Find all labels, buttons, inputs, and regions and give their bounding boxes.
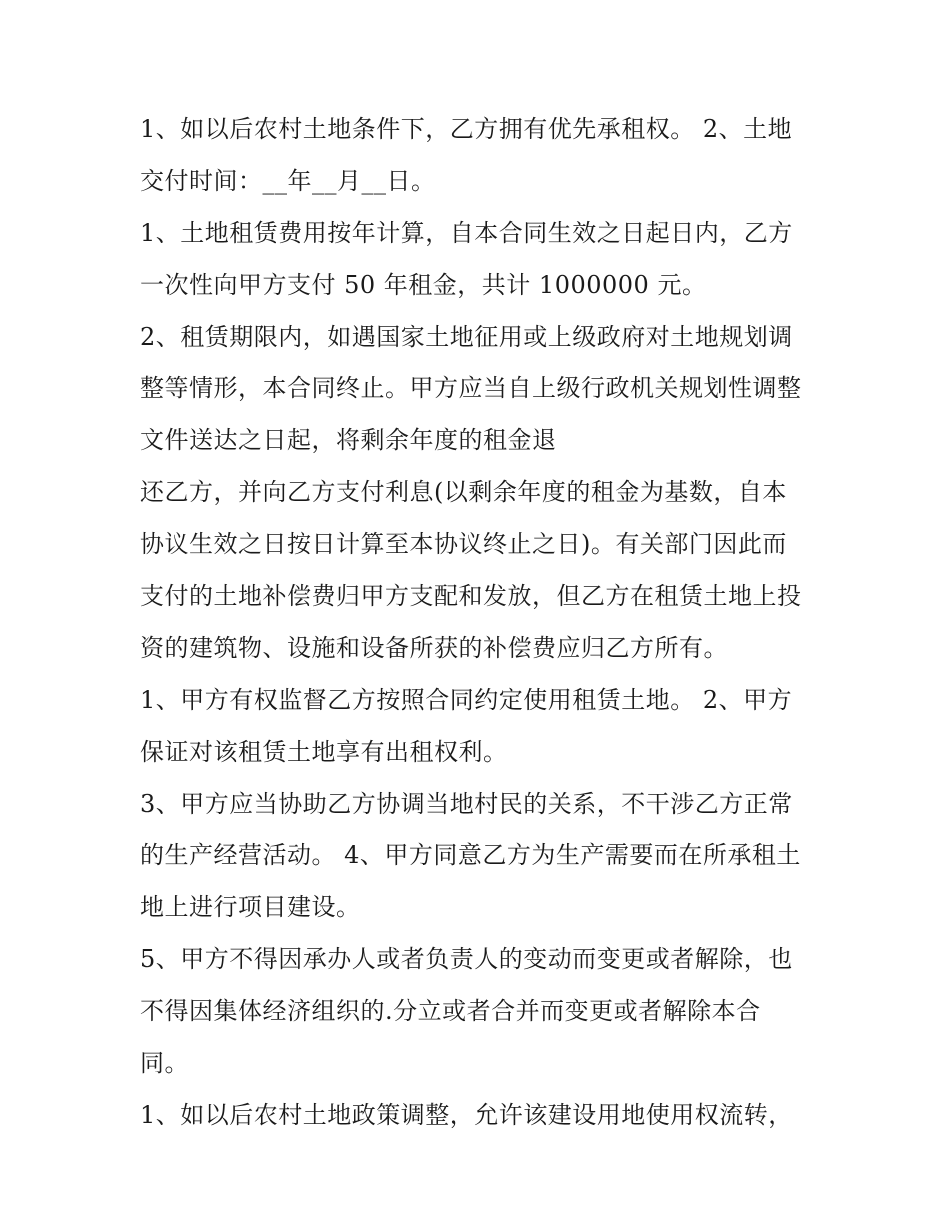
text-line: 1、土地租赁费用按年计算，自本合同生效之日起日内，乙方: [140, 218, 793, 247]
text-line: 一次性向甲方支付 50 年租金，共计 1000000 元。: [140, 270, 707, 299]
text-line: 1、甲方有权监督乙方按照合同约定使用租赁土地。 2、甲方: [140, 685, 793, 714]
text-line: 还乙方，并向乙方支付利息(以剩余年度的租金为基数，自本: [140, 478, 787, 507]
text-line: 支付的土地补偿费归甲方支配和发放，但乙方在租赁土地上投: [140, 582, 802, 611]
text-line: 同。: [140, 1049, 189, 1078]
text-line: 5、甲方不得因承办人或者负责人的变动而变更或者解除，也: [140, 945, 793, 974]
text-line: 保证对该租赁土地享有出租权利。: [140, 737, 508, 766]
text-line: 1、如以后农村土地政策调整，允许该建设用地使用权流转，: [140, 1100, 793, 1129]
text-line: 资的建筑物、设施和设备所获的补偿费应归乙方所有。: [140, 633, 728, 662]
text-line: 整等情形，本合同终止。甲方应当自上级行政机关规划性调整: [140, 374, 802, 403]
text-line: 交付时间：__年__月__日。: [140, 166, 436, 195]
contract-text: [140, 104, 830, 1142]
text-line: 协议生效之日按日计算至本协议终止之日)。有关部门因此而: [140, 530, 787, 559]
text-line: 2、租赁期限内，如遇国家土地征用或上级政府对土地规划调: [140, 322, 793, 351]
text-line: 地上进行项目建设。: [140, 893, 361, 922]
text-line: 的生产经营活动。 4、甲方同意乙方为生产需要而在所承租土: [140, 841, 801, 870]
text-line: 文件送达之日起，将剩余年度的租金退: [140, 426, 557, 455]
text-line: 1、如以后农村土地条件下，乙方拥有优先承租权。 2、土地: [140, 115, 793, 143]
text-line: 不得因集体经济组织的.分立或者合并而变更或者解除本合: [140, 997, 761, 1026]
text-line: 3、甲方应当协助乙方协调当地村民的关系，不干涉乙方正常: [140, 789, 793, 818]
